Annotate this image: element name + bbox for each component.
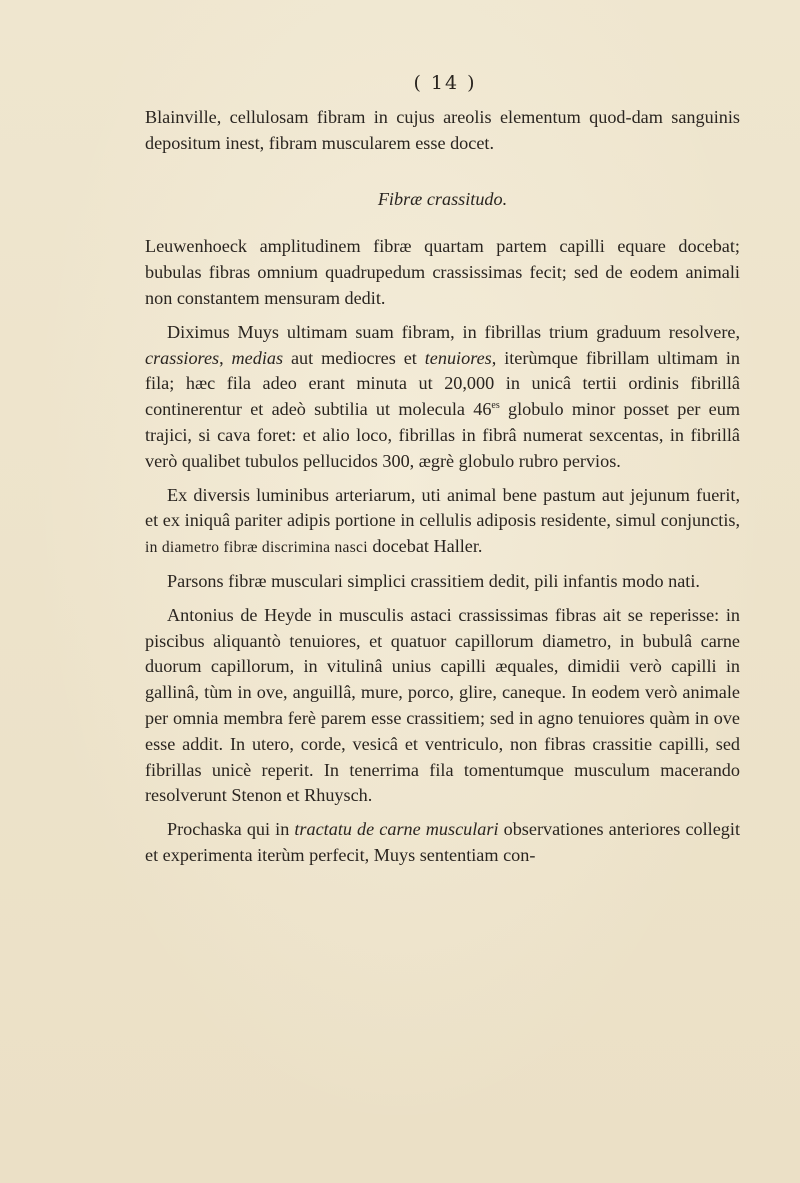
- paragraph-prochaska: [145, 817, 740, 869]
- paragraph-leuwenhoeck: Leuwenhoeck amplitudinem fibræ quartam partem capilli equare docebat; bubulas fibras omnium quadrupedum crassissimas fecit; sed de eodem animali non constantem mensuram dedit.: [145, 236, 740, 308]
- muys-text-5: globulo minor posset per eum trajici, si cava foret: et alio loco, fibrillas in fibrâ numerat sexcentas, in fibrillâ verò qualibet tubulos pellucidos 300, ægrè globulo rubro pervios.: [145, 399, 740, 471]
- paragraph-parsons: Parsons fibræ musculari simplici crassitiem dedit, pili infantis modo nati.: [167, 570, 700, 591]
- prochaska-text-2: observationes anteriores collegit et experimenta iterùm perfecit, Muys sententiam con-: [145, 819, 741, 865]
- muys-text-1: Diximus Muys ultimam suam fibram, in fibrillas trium graduum resolvere,: [167, 321, 740, 342]
- muys-text-4: , iterùmque fibrillam ultimam in fila; hæc fila adeo erant minuta ut 20,000 in unicâ tertii ordinis fibrillâ continerentur et adeò subtilia ut molecula 46: [145, 347, 740, 420]
- paragraph-blainville: Blainville, cellulosam fibram in cujus areolis elementum quod-dam sanguinis depositum inest, fibram muscularem esse docet.: [145, 107, 740, 153]
- muys-superscript: es: [491, 400, 500, 412]
- muys-medias: medias: [231, 347, 284, 368]
- page-number: ( 14 ): [413, 72, 477, 94]
- body-text: [145, 105, 740, 869]
- muys-text-2: ,: [219, 347, 232, 368]
- muys-tenuiores: tenuiores: [424, 347, 492, 368]
- haller-quote: in diametro fibræ discrimina nasci: [145, 539, 368, 557]
- haller-text-1: Ex diversis luminibus arteriarum, uti animal bene pastum aut jejunum fuerit, et ex iniquâ pariter adipis portione in cellulis adiposis residente, simul conjunctis,: [145, 484, 740, 531]
- prochaska-text-1: Prochaska qui in: [167, 819, 295, 840]
- paragraph-haller: [145, 483, 740, 561]
- haller-text-2: docebat Haller.: [367, 536, 483, 557]
- paragraph-heyde: Antonius de Heyde in musculis astaci crassissimas fibras ait se reperisse: in piscibus aliquantò tenuiores, et quatuor capillorum diametro, in bubulâ carne duorum capillorum, in vitulinâ unius capilli æquales, dimidii verò capilli in gallinâ, tùm in ove, anguillâ, mure, porco, glire, caneque. In eodem verò animale per omnia membra ferè parem esse crassitiem; sed in agno tenuiores quàm in ove esse addit. In utero, corde, vesicâ et ventriculo, non fibras crassitie capilli, sed fibrillas unicè reperit. In tenerrima fila tomentumque musculum macerando resolverunt Stenon et Rhuysch.: [145, 604, 740, 806]
- muys-text-3: aut mediocres et: [283, 347, 425, 368]
- section-title: Fibræ crassitudo.: [377, 188, 508, 209]
- prochaska-title: tractatu de carne musculari: [294, 819, 499, 840]
- paragraph-muys: [145, 320, 740, 475]
- muys-crassiores: crassiores: [145, 347, 220, 368]
